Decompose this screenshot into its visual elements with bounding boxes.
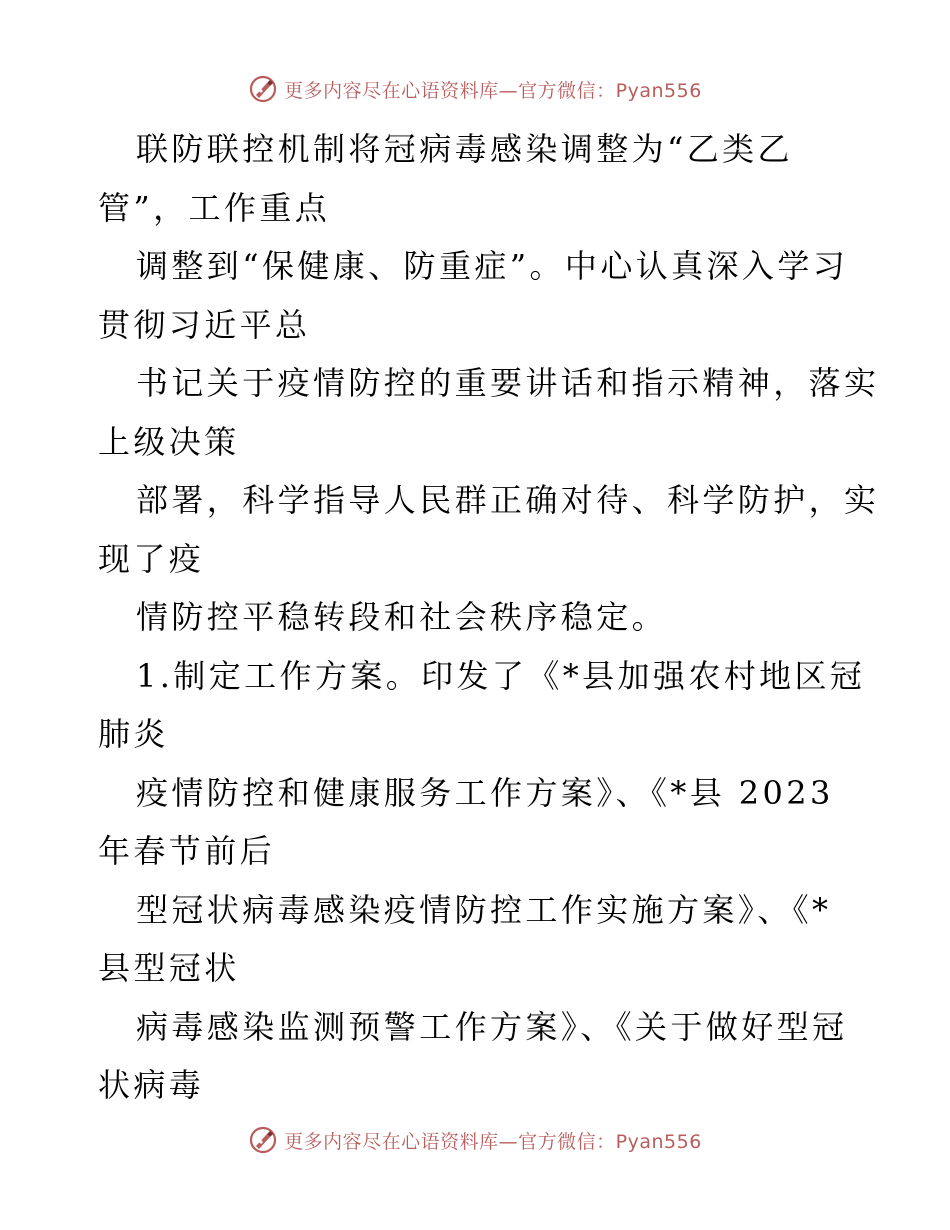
text-line: 书记关于疫情防控的重要讲话和指示精神，落实 (136, 364, 880, 402)
text-line: 型冠状病毒感染疫情防控工作实施方案》、《* (136, 890, 832, 929)
footer-watermark (0, 1123, 950, 1157)
text-line: 上级决策 (98, 422, 240, 461)
watermark-text: 更多内容尽在心语资料库—官方微信：Pyan556 (284, 79, 702, 102)
pen-in-circle-icon (248, 1125, 278, 1155)
text-line: 管”，工作重点 (98, 188, 331, 227)
text-line: 现了疫 (98, 539, 205, 578)
text-line: 部署，科学指导人民群正确对待、科学防护，实 (136, 481, 880, 519)
text-line: 年春节前后 (98, 832, 276, 870)
text-line: 情防控平稳转段和社会秩序稳定。 (136, 598, 668, 636)
text-line: 肺炎 (98, 715, 169, 753)
text-line: 县型冠状 (98, 949, 240, 987)
text-line: 联防联控机制将冠病毒感染调整为“乙类乙 (136, 130, 793, 168)
document-body (98, 120, 880, 1115)
text-line: 状病毒 (98, 1066, 205, 1104)
watermark-text: 更多内容尽在心语资料库—官方微信：Pyan556 (284, 1130, 702, 1153)
pen-in-circle-icon (248, 74, 278, 104)
text-line: 调整到“保健康、防重症”。中心认真深入学习 (136, 247, 849, 285)
text-line: 疫情防控和健康服务工作方案》、《*县 2023 (136, 773, 834, 812)
header-watermark (0, 72, 950, 106)
text-line: 病毒感染监测预警工作方案》、《关于做好型冠 (136, 1007, 848, 1046)
text-line: 1.制定工作方案。印发了《*县加强农村地区冠 (136, 656, 866, 695)
text-line: 贯彻习近平总 (98, 305, 311, 344)
